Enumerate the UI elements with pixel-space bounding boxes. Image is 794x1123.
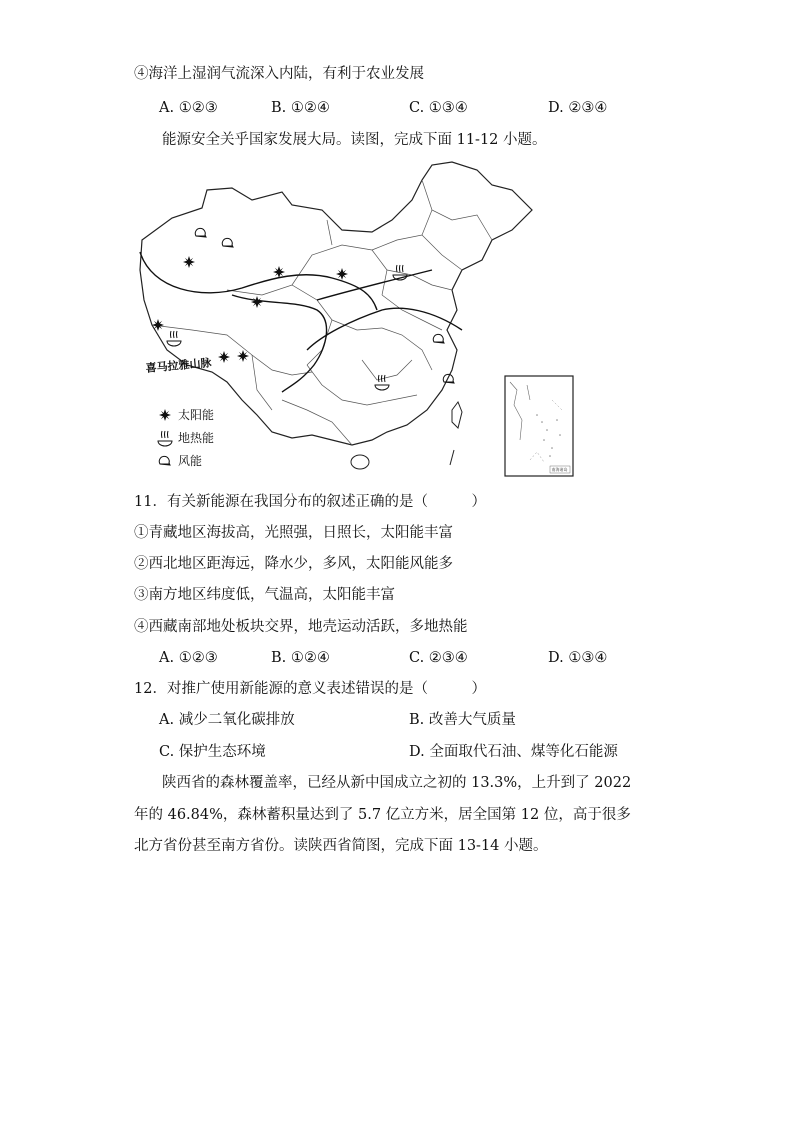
map-legend (158, 407, 214, 468)
inset-label: 南海诸岛 (551, 467, 568, 472)
legend-label-solar: 太阳能 (178, 408, 215, 422)
intro-11-12: 能源安全关乎国家发展大局。读图，完成下面 11-12 小题。 (162, 132, 547, 148)
himalaya-label: 喜马拉雅山脉 (145, 356, 213, 375)
china-energy-map (132, 160, 582, 478)
legend-label-wind: 风能 (178, 454, 203, 468)
prev-question-item-4: ④海洋上湿润气流深入内陆，有利于农业发展 (134, 66, 424, 82)
q11-option-c: C. ②③④ (409, 650, 468, 666)
south-china-sea-inset (505, 376, 573, 476)
q12-option-a: A. 减少二氧化碳排放 (159, 712, 295, 728)
prev-option-a: A. ①②③ (159, 100, 218, 116)
legend-geothermal-icon (158, 431, 172, 446)
passage-line-2: 年的 46.84%，森林蓄积量达到了 5.7 亿立方米，居全国第 12 位，高于很多 (134, 807, 631, 823)
q11-stem: 11．有关新能源在我国分布的叙述正确的是（ ） (134, 494, 486, 510)
q12-option-b: B. 改善大气质量 (409, 712, 516, 728)
q12-stem: 12．对推广使用新能源的意义表述错误的是（ ） (134, 681, 486, 697)
q11-option-a: A. ①②③ (159, 650, 218, 666)
hainan-island (351, 455, 369, 469)
legend-wind-icon (159, 456, 170, 465)
taiwan-island (452, 402, 462, 428)
q12-option-d: D. 全面取代石油、煤等化石能源 (409, 744, 618, 760)
prev-option-c: C. ①③④ (409, 100, 468, 116)
q11-item-2: ②西北地区距海远，降水少，多风，太阳能风能多 (134, 556, 453, 572)
prev-option-d: D. ②③④ (548, 100, 608, 116)
legend-label-geothermal: 地热能 (178, 431, 215, 445)
q12-option-c: C. 保护生态环境 (159, 744, 266, 760)
passage-line-1: 陕西省的森林覆盖率，已经从新中国成立之初的 13.3%，上升到了 2022 (162, 775, 632, 791)
legend-sun-icon (159, 409, 171, 421)
china-outline (140, 162, 532, 445)
prev-option-b: B. ①②④ (271, 100, 330, 116)
q11-item-3: ③南方地区纬度低，气温高，太阳能丰富 (134, 587, 395, 603)
passage-line-3: 北方省份甚至南方省份。读陕西省简图，完成下面 13-14 小题。 (134, 838, 548, 854)
q11-option-d: D. ①③④ (548, 650, 608, 666)
q11-item-4: ④西藏南部地处板块交界，地壳运动活跃，多地热能 (134, 619, 468, 635)
sea-boundary-dash (450, 450, 454, 465)
q11-option-b: B. ①②④ (271, 650, 330, 666)
q11-item-1: ①青藏地区海拔高，光照强，日照长，太阳能丰富 (134, 525, 453, 541)
